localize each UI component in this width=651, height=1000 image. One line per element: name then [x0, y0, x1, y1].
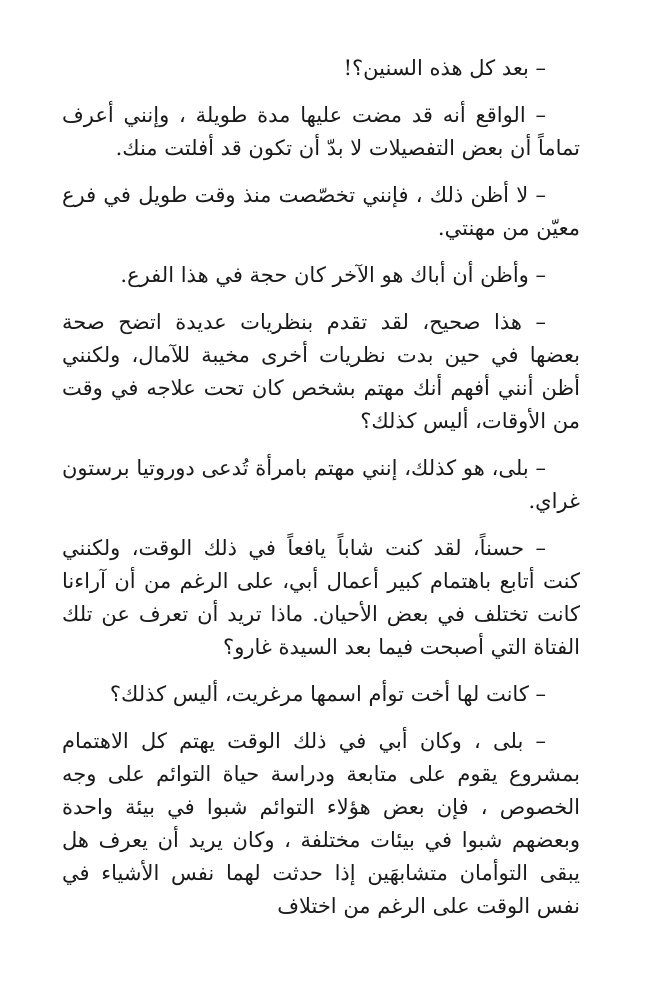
book-page — [62, 52, 580, 937]
dialogue-paragraph-1: – بعد كل هذه السنين؟! — [343, 56, 546, 80]
dialogue-paragraph-6: – بلى، هو كذلك، إنني مهتم بامرأة تُدعى دوروتيا برستون غراي. — [62, 456, 580, 513]
dialogue-paragraph-3: – لا أظن ذلك ، فإنني تخصّصت منذ وقت طويل في فرع معيّن من مهنتي. — [62, 183, 580, 240]
dialogue-paragraph-7: – حسناً، لقد كنت شاباً يافعاً في ذلك الوقت، ولكنني كنت أتابع باهتمام كبير أعمال أبي، على الرغم من أن آراءنا كانت تختلف في بعض الأحيان. ماذا تريد أن تعرف عن تلك الفتاة التي أصبحت فيما بعد السيدة غارو؟ — [62, 536, 580, 659]
dialogue-paragraph-8: – كانت لها أخت توأم اسمها مرغريت، أليس كذلك؟ — [109, 682, 546, 706]
dialogue-paragraph-9: – بلى ، وكان أبي في ذلك الوقت يهتم كل الاهتمام بمشروع يقوم على متابعة ودراسة حياة التوائم على وجه الخصوص ، فإن بعض هؤلاء التوائم شبوا في بيئة واحدة وبعضهم شبوا في بيئات مختلفة ، وكان يريد أن يعرف هل يبقى التوأمان متشابهَين إذا حدثت لهما نفس الأشياء في نفس الوقت على الرغم من اختلاف — [62, 729, 580, 918]
dialogue-paragraph-4: – وأظن أن أباك هو الآخر كان حجة في هذا الفرع. — [120, 263, 546, 287]
dialogue-paragraph-2: – الواقع أنه قد مضت عليها مدة طويلة ، وإنني أعرف تماماً أن بعض التفصيلات لا بدّ أن تكون قد أفلتت منك. — [62, 103, 580, 160]
dialogue-paragraph-5: – هذا صحيح، لقد تقدم بنظريات عديدة اتضح صحة بعضها في حين بدت نظريات أخرى مخيبة للآمال، ولكنني أظن أنني أفهم أنك مهتم بشخص كان تحت علاجه في وقت من الأوقات، أليس كذلك؟ — [62, 310, 580, 433]
